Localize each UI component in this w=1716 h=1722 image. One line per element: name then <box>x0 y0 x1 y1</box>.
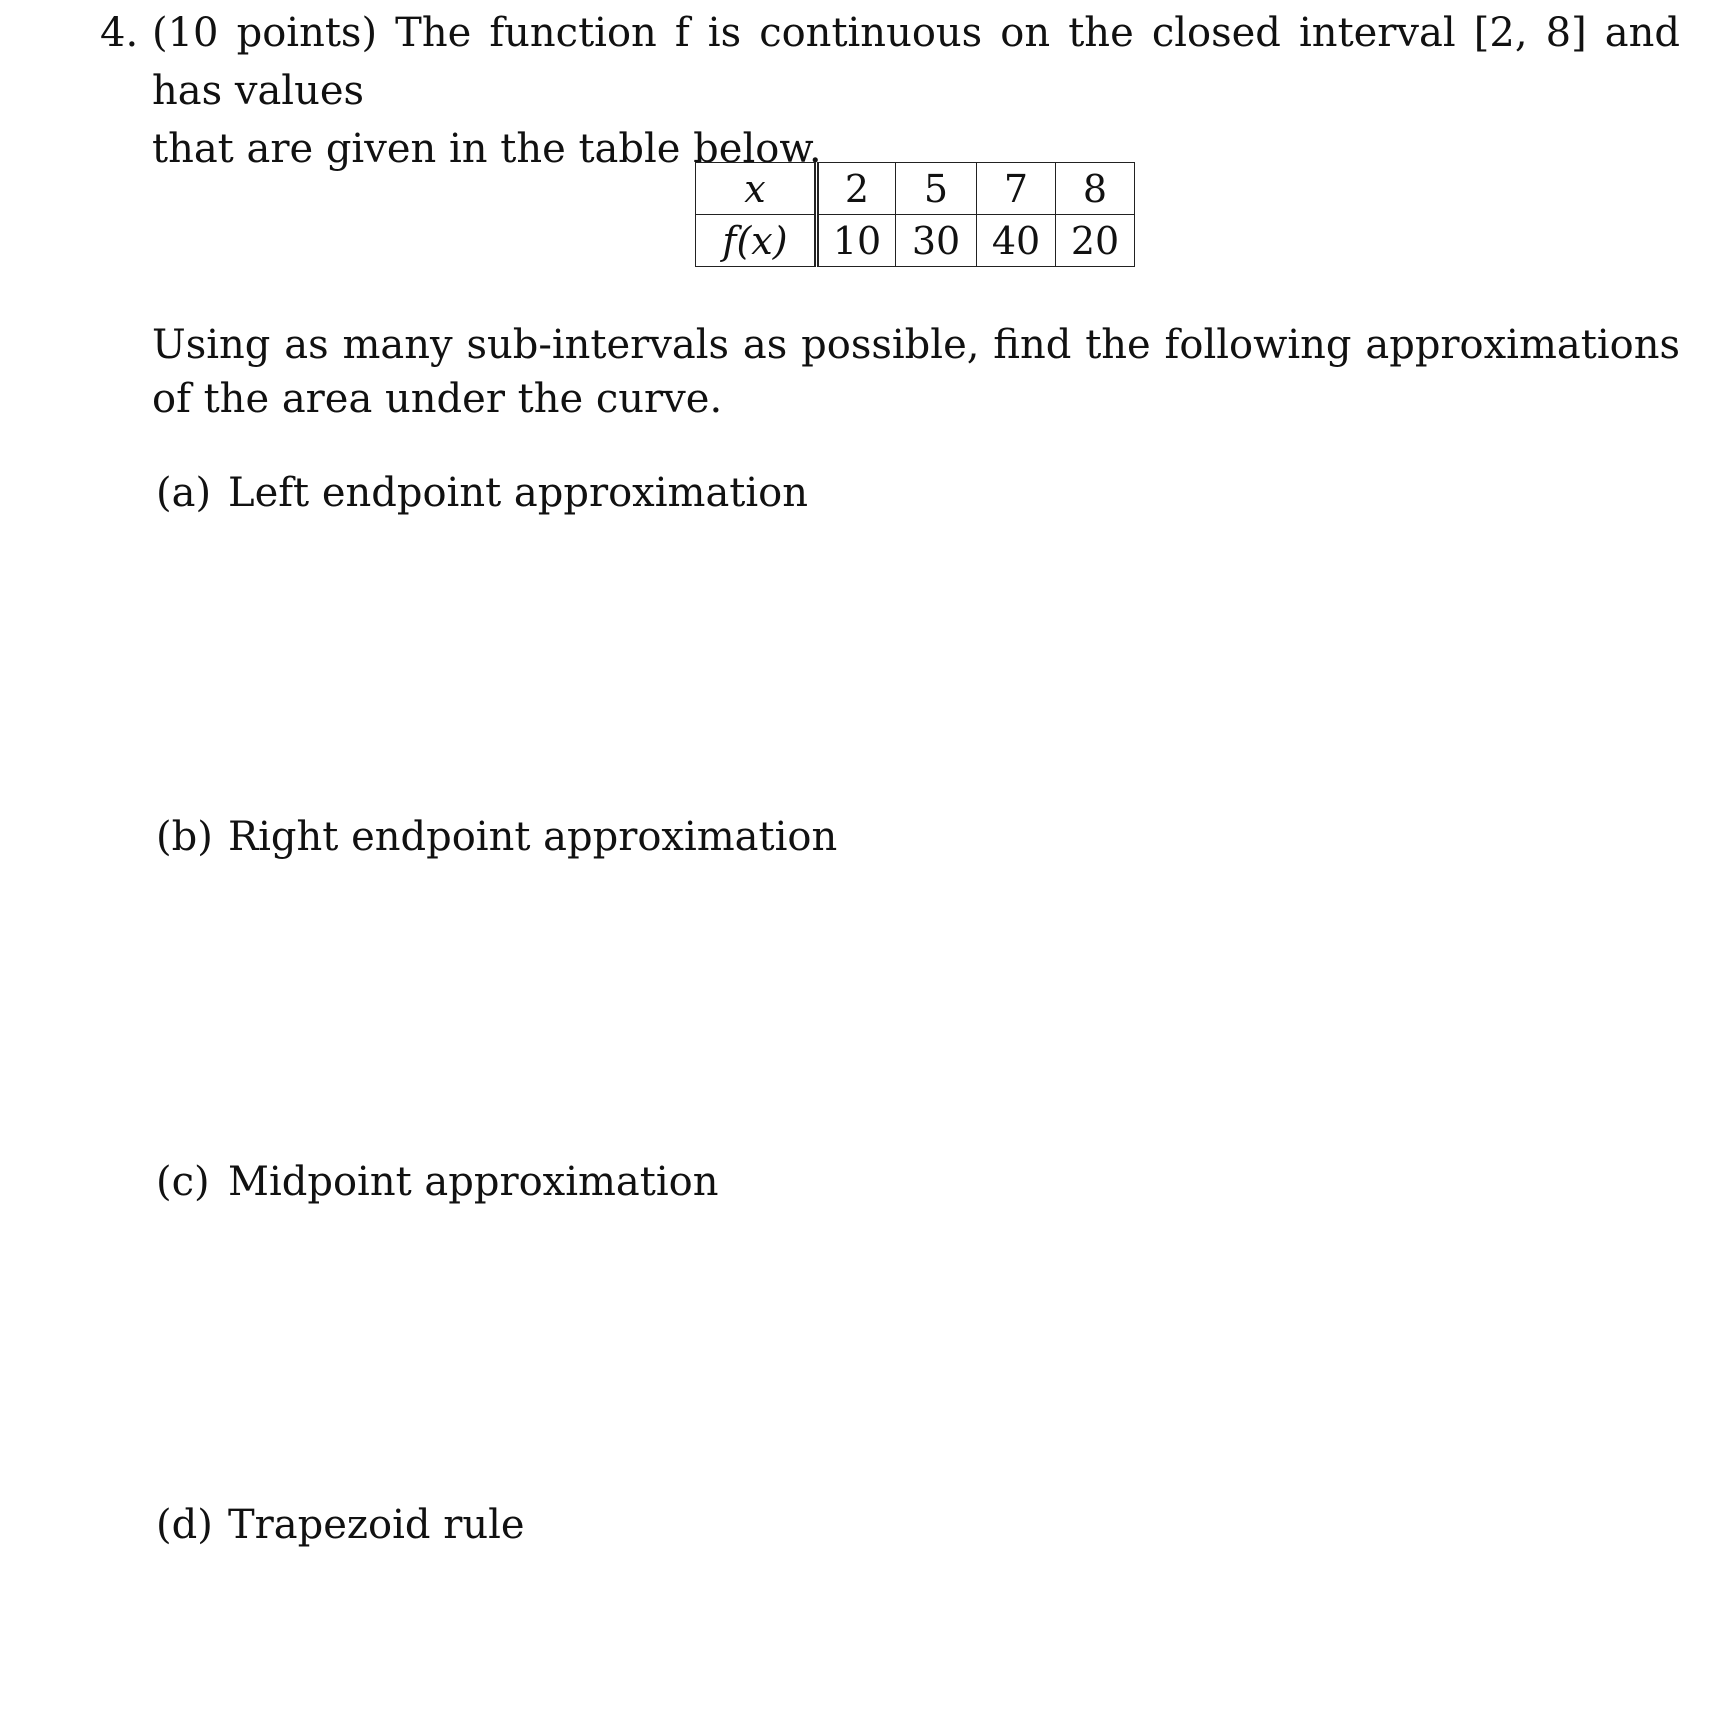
part-a-label: (a) <box>156 470 212 516</box>
table-row-x <box>696 163 1135 215</box>
part-a <box>156 466 808 520</box>
part-b-label: (b) <box>156 814 213 860</box>
table-cell-fx: 20 <box>1056 215 1135 267</box>
table-cell-x: 7 <box>977 163 1056 215</box>
part-b-text: Right endpoint approximation <box>228 814 838 860</box>
part-c-label: (c) <box>156 1159 210 1205</box>
part-d-label: (d) <box>156 1502 213 1548</box>
part-c-text: Midpoint approximation <box>228 1159 719 1205</box>
table-header-fx: f(x) <box>696 215 817 267</box>
table-header-x: x <box>696 163 817 215</box>
table-cell-x: 5 <box>896 163 977 215</box>
values-table <box>695 162 1135 267</box>
intro-line-2: that are given in the table below. <box>152 126 822 172</box>
part-c <box>156 1155 719 1209</box>
problem-intro <box>152 4 1680 178</box>
table-row-fx <box>696 215 1135 267</box>
part-d-text: Trapezoid rule <box>228 1502 525 1548</box>
table-cell-x: 8 <box>1056 163 1135 215</box>
table-cell-fx: 40 <box>977 215 1056 267</box>
table-cell-fx: 10 <box>817 215 896 267</box>
part-a-text: Left endpoint approximation <box>228 470 808 516</box>
intro-line-1: (10 points) The function f is continuous on the closed interval [2, 8] and has values <box>152 10 1680 114</box>
table-cell-x: 2 <box>817 163 896 215</box>
instruction-text: Using as many sub-intervals as possible, find the following approximations of the area under the curve. <box>152 322 1680 422</box>
part-d <box>156 1498 525 1552</box>
problem-number: 4. <box>100 10 139 56</box>
table-cell-fx: 30 <box>896 215 977 267</box>
part-b <box>156 810 837 864</box>
